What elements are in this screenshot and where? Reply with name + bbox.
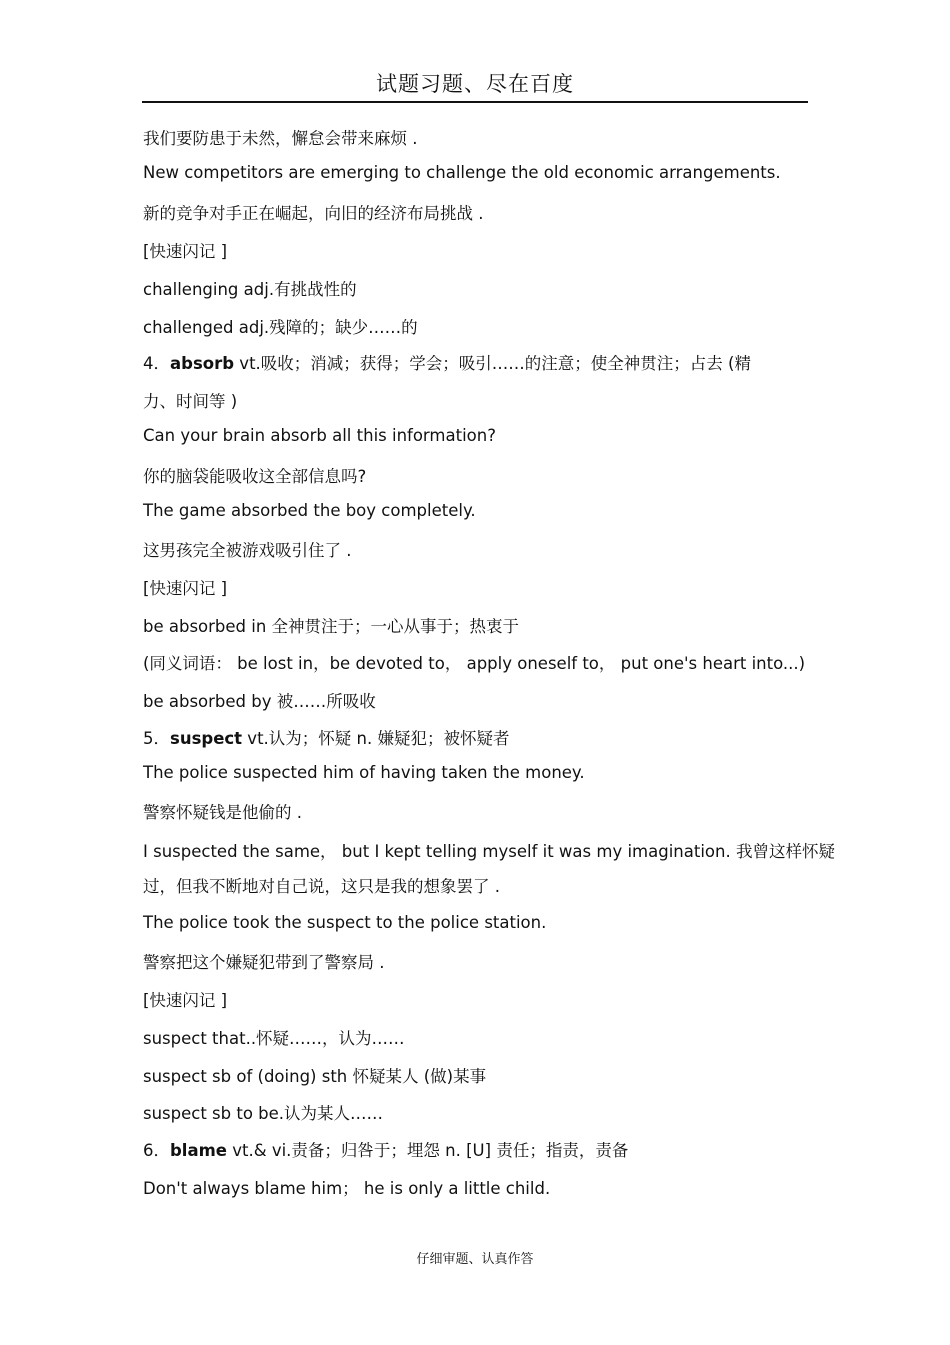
text-line: [快速闪记 ] <box>143 991 228 1010</box>
entry-number: 4． <box>143 354 170 373</box>
text-line: The police took the suspect to the police station. <box>143 913 547 932</box>
entry-definition: vt.& vi.责备；归咎于；埋怨 n. [U] 责任；指责，责备 <box>227 1141 629 1160</box>
text-line: 警察把这个嫌疑犯带到了警察局 . <box>143 953 385 972</box>
text-line: The police suspected him of having taken the money. <box>143 763 585 782</box>
entry-word: suspect <box>170 729 243 748</box>
header-divider <box>142 101 808 103</box>
text-line: (同义词语： be lost in，be devoted to， apply oneself to， put one's heart into...) <box>143 654 806 673</box>
text-line: [快速闪记 ] <box>143 579 228 598</box>
text-line: be absorbed in 全神贯注于；一心从事于；热衷于 <box>143 617 520 636</box>
text-line: suspect sb to be.认为某人…… <box>143 1104 384 1123</box>
entry-word: absorb <box>170 354 235 373</box>
entry-heading <box>143 1137 813 1161</box>
page-footer: 仔细审题、认真作答 <box>416 1252 534 1267</box>
text-line: 力、时间等 ) <box>143 392 238 411</box>
text-line: 你的脑袋能吸收这全部信息吗? <box>143 467 367 486</box>
entry-definition: vt.认为；怀疑 n. 嫌疑犯；被怀疑者 <box>242 729 510 748</box>
entry-number: 5． <box>143 729 170 748</box>
page-header-title: 试题习题、尽在百度 <box>376 72 574 96</box>
text-line: 新的竞争对手正在崛起，向旧的经济布局挑战 . <box>143 204 484 223</box>
text-line: New competitors are emerging to challenge the old economic arrangements. <box>143 163 781 182</box>
text-line: suspect that..怀疑……，认为…… <box>143 1029 405 1048</box>
text-line: The game absorbed the boy completely. <box>143 501 476 520</box>
text-line: challenged adj.残障的；缺少……的 <box>143 318 418 337</box>
text-line: suspect sb of (doing) sth 怀疑某人 (做)某事 <box>143 1067 487 1086</box>
entry-heading <box>143 350 813 374</box>
text-line: be absorbed by 被……所吸收 <box>143 692 376 711</box>
text-line: 这男孩完全被游戏吸引住了 . <box>143 541 352 560</box>
text-line: 我们要防患于未然，懈怠会带来麻烦 . <box>143 129 418 148</box>
text-line: 警察怀疑钱是他偷的 . <box>143 803 302 822</box>
text-line: I suspected the same， but I kept telling myself it was my imagination. 我曾这样怀疑 <box>143 842 835 861</box>
text-line: challenging adj.有挑战性的 <box>143 280 357 299</box>
entry-word: blame <box>170 1141 227 1160</box>
entry-definition: vt.吸收；消减；获得；学会；吸引……的注意；使全神贯注；占去 (精 <box>234 354 751 373</box>
text-line: 过，但我不断地对自己说，这只是我的想象罢了 . <box>143 877 500 896</box>
entry-number: 6． <box>143 1141 170 1160</box>
text-line: Don't always blame him； he is only a little child. <box>143 1179 551 1198</box>
text-line: Can your brain absorb all this information? <box>143 426 496 445</box>
entry-heading <box>143 725 813 749</box>
text-line: [快速闪记 ] <box>143 242 228 261</box>
